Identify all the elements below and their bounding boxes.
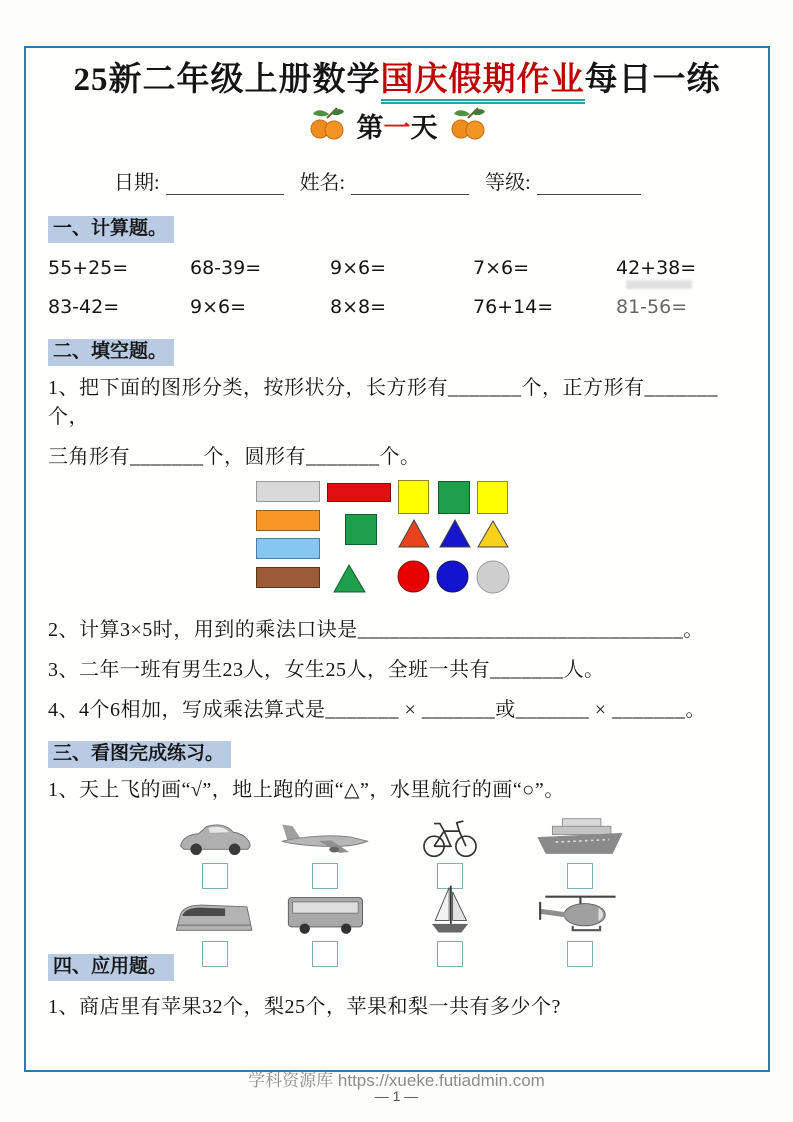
answer-checkbox[interactable] xyxy=(202,863,228,889)
worksheet-page xyxy=(24,46,770,1072)
calc-problem: 76+14= xyxy=(473,296,554,318)
vehicle-item-sailboat xyxy=(395,889,505,967)
shape-triangle xyxy=(477,520,509,548)
page-title xyxy=(48,58,746,102)
vehicle-item-high-speed-train xyxy=(160,889,270,967)
shapes-classification-figure xyxy=(254,478,516,600)
shape-circle xyxy=(476,560,510,594)
title-suffix: 每日一练 xyxy=(584,62,721,98)
grade-field xyxy=(485,166,641,195)
question-2-3: 3、二年一班有男生23人，女生25人，全班一共有_______人。 xyxy=(48,659,605,681)
shape-triangle xyxy=(333,564,366,593)
name-label: 姓名: xyxy=(299,172,346,194)
day-heading xyxy=(48,106,746,150)
calc-row-1 xyxy=(48,257,746,279)
cruise-ship-icon xyxy=(534,811,626,858)
vehicle-item-bus xyxy=(270,889,380,967)
question-2-4: 4、4个6相加，写成乘法算式是_______ × _______或_______ × _______。 xyxy=(48,699,707,721)
answer-checkbox[interactable] xyxy=(312,863,338,889)
shape-square xyxy=(477,481,508,514)
shape-triangle xyxy=(398,519,430,548)
name-field xyxy=(300,166,470,195)
vehicle-item-helicopter xyxy=(525,889,635,967)
calc-problem: 55+25= xyxy=(48,257,129,279)
name-blank[interactable] xyxy=(351,173,469,195)
vehicles-row-1 xyxy=(48,811,746,889)
sailboat-icon xyxy=(427,889,473,936)
question-3-1: 1、天上飞的画“√”，地上跑的画“△”，水里航行的画“○”。 xyxy=(48,779,565,801)
vehicle-item-airplane xyxy=(270,811,380,889)
section2-heading: 二、填空题。 xyxy=(48,336,746,363)
date-label: 日期: xyxy=(114,172,160,194)
answer-checkbox[interactable] xyxy=(312,941,338,967)
calc-problem: 7×6= xyxy=(473,257,530,279)
calc-problem: 8×8= xyxy=(330,296,387,318)
calc-problem: 9×6= xyxy=(330,257,387,279)
title-highlight: 国庆假期作业 xyxy=(381,62,585,104)
answer-checkbox[interactable] xyxy=(202,941,228,967)
day-number: 一 xyxy=(383,113,411,143)
answer-checkbox[interactable] xyxy=(437,941,463,967)
tangerines-icon xyxy=(448,106,488,150)
answer-checkbox[interactable] xyxy=(567,941,593,967)
section3-heading: 三、看图完成练习。 xyxy=(48,738,746,765)
calc-problem: 81-56= xyxy=(616,296,746,318)
shape-square xyxy=(345,514,377,545)
section1-heading: 一、计算题。 xyxy=(48,213,746,240)
question-2-1-line2: 三角形有_______个，圆形有_______个。 xyxy=(48,446,421,468)
shape-square xyxy=(398,480,429,514)
shape-rectangle xyxy=(256,510,320,531)
question-4-1: 1、商店里有苹果32个，梨25个，苹果和梨一共有多少个? xyxy=(48,996,561,1018)
shape-rectangle xyxy=(256,481,320,502)
vehicle-item-car xyxy=(160,811,270,889)
shape-rectangle xyxy=(256,538,320,559)
shape-rectangle xyxy=(327,483,391,502)
tangerines-icon xyxy=(307,106,347,150)
helicopter-icon xyxy=(535,889,625,936)
footer-page-number: — 1 — xyxy=(374,1088,419,1104)
calc-problem: 9×6= xyxy=(190,296,247,318)
calc-problem: 42+38= xyxy=(616,257,697,279)
car-icon xyxy=(174,811,256,858)
bicycle-icon xyxy=(419,811,481,858)
vehicle-item-bicycle xyxy=(395,811,505,889)
shape-square xyxy=(438,481,470,514)
calc-problem: 68-39= xyxy=(190,257,262,279)
shape-circle xyxy=(436,560,469,593)
student-info-row xyxy=(48,166,746,195)
date-field xyxy=(114,166,284,195)
date-blank[interactable] xyxy=(166,173,284,195)
footer-credit: 学科资源库 https://xueke.futiadmin.com xyxy=(248,1071,545,1090)
section4-heading: 四、应用题。 xyxy=(48,951,746,978)
shape-rectangle xyxy=(256,567,320,588)
high-speed-train-icon xyxy=(173,889,257,936)
bus-icon xyxy=(284,889,366,936)
shape-triangle xyxy=(439,519,471,548)
shape-circle xyxy=(397,560,430,593)
question-2-1-line1: 1、把下面的图形分类，按形状分，长方形有_______个，正方形有_______个， xyxy=(48,377,718,428)
day-label: 第一天 xyxy=(356,113,438,143)
vehicle-item-cruise-ship xyxy=(525,811,635,889)
airplane-icon xyxy=(279,811,371,858)
grade-label: 等级: xyxy=(485,172,531,194)
answer-checkbox[interactable] xyxy=(567,863,593,889)
title-prefix: 25新二年级上册数学 xyxy=(73,62,381,98)
question-2-2: 2、计算3×5时，用到的乘法口诀是_______________________________。 xyxy=(48,619,704,641)
calc-problem: 83-42= xyxy=(48,296,120,318)
grade-blank[interactable] xyxy=(537,173,641,195)
calc-row-2 xyxy=(48,296,746,318)
